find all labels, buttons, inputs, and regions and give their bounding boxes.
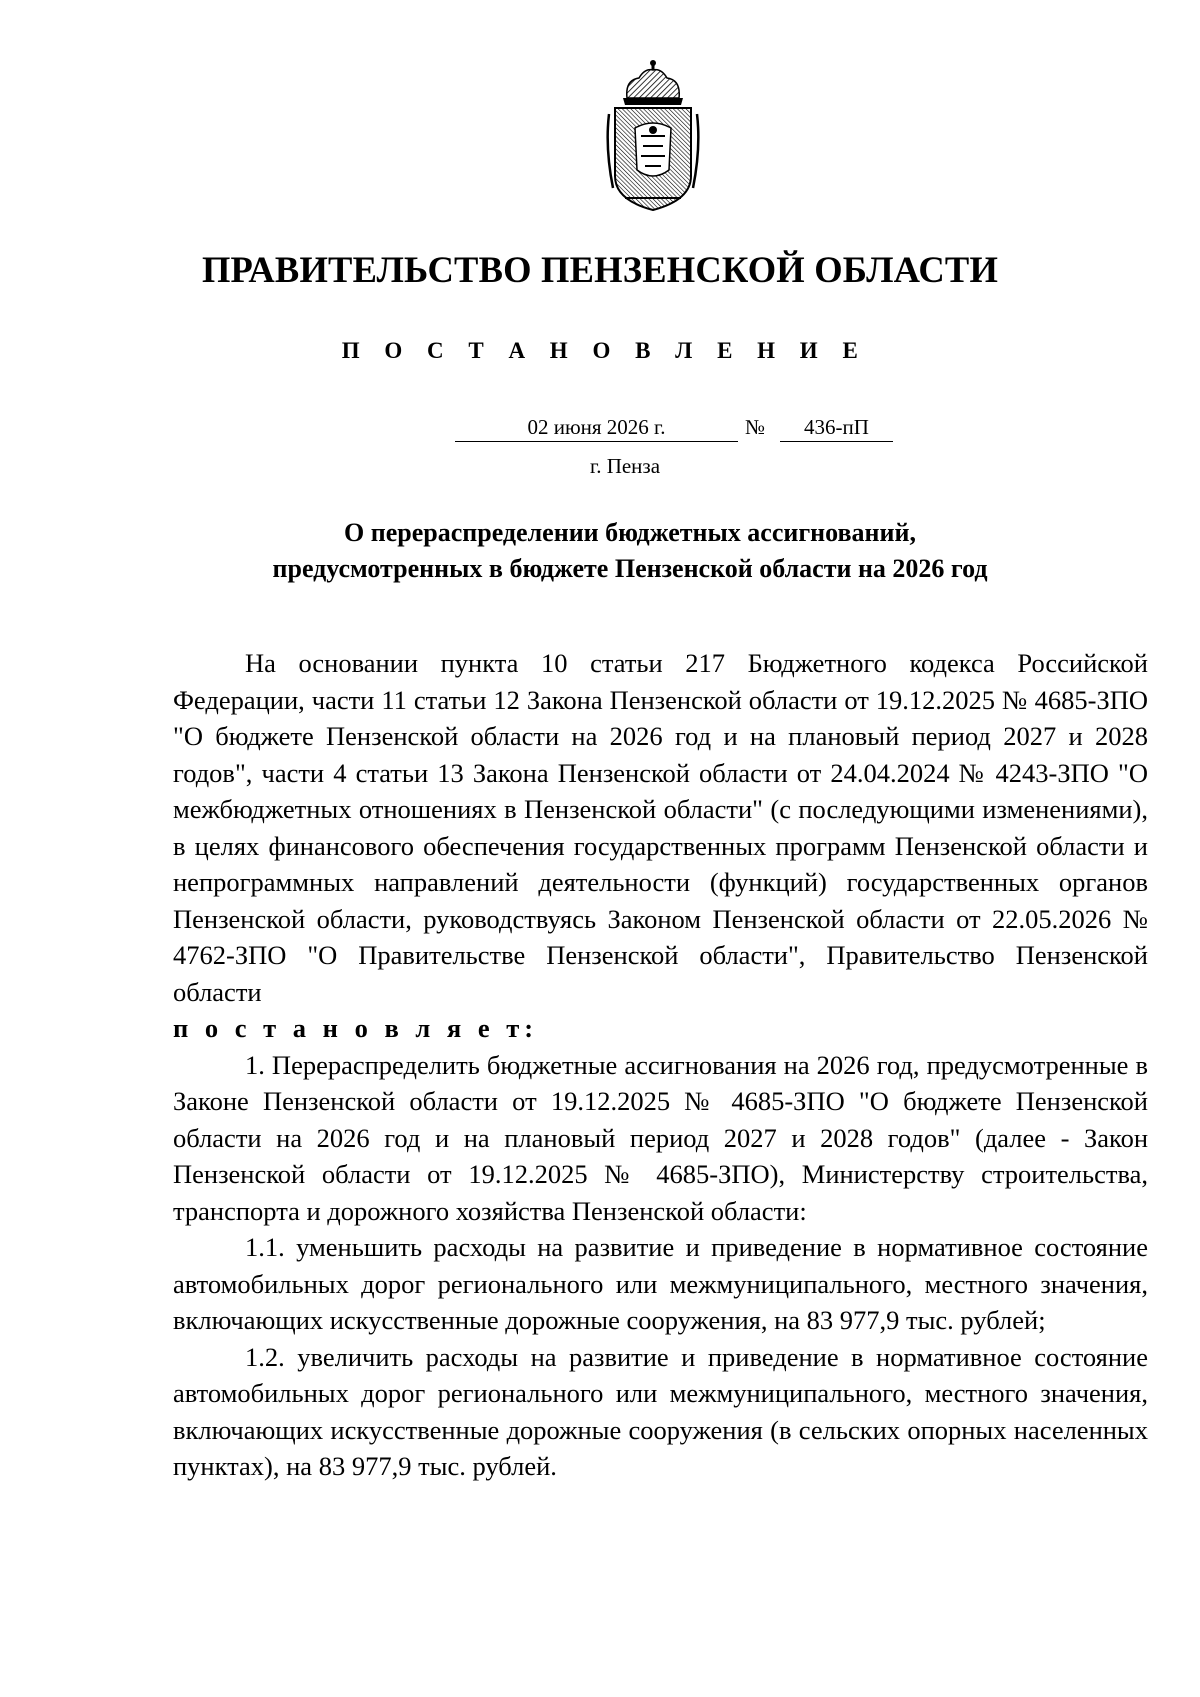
- decree-word-text: п о с т а н о в л я е т:: [173, 1013, 539, 1043]
- clause-1-1: 1.1. уменьшить расходы на развитие и приведение в нормативное состояние автомобильных дорог регионального или межмуниципального, местного значения, включающих искусственные дорожные сооружения, на 83 977,9 тыс. рублей;: [173, 1232, 1148, 1335]
- clause-1: 1. Перераспределить бюджетные ассигнования на 2026 год, предусмотренные в Законе Пензенской области от 19.12.2025 № 4685-ЗПО "О бюджете Пензенской области на 2026 год и на плановый период 2027 и 2028 годов" (далее - Закон Пензенской области от 19.12.2025 № 4685-ЗПО), Министерству строительства, транспорта и дорожного хозяйства Пензенской области:: [173, 1049, 1148, 1226]
- preamble-paragraph: На основании пункта 10 статьи 217 Бюджетного кодекса Российской Федерации, части 11 статьи 12 Закона Пензенской области от 19.12.2025 № 4685-ЗПО "О бюджете Пензенской области на 2026 год и на плановый период 2027 и 2028 годов", части 4 статьи 13 Закона Пензенской области от 24.04.2024 № 4243-ЗПО "О межбюджетных отношениях в Пензенской области" (с последующими изменениями), в целях финансового обеспечения государственных программ Пензенской области и непрограммных направлений деятельности (функций) государственных органов Пензенской области, руководствуясь Законом Пензенской области от 22.05.2026 № 4762-ЗПО "О Правительстве Пензенской области", Правительство Пензенской области: [173, 648, 1148, 1007]
- document-subject: [0, 515, 1200, 587]
- document-date: 02 июня 2026 г.: [455, 413, 738, 442]
- document-type: П О С Т А Н О В Л Е Н И Е: [341, 338, 868, 363]
- document-body: [173, 645, 1148, 1485]
- document-number: 436-пП: [780, 413, 893, 442]
- clause-1-2: 1.2. увеличить расходы на развитие и приведение в нормативное состояние автомобильных дорог регионального или межмуниципального, местного значения, включающих искусственные дорожные сооружения (в сельских опорных населенных пунктах), на 83 977,9 тыс. рублей.: [173, 1341, 1148, 1481]
- coat-of-arms-icon: [605, 58, 701, 214]
- subject-line-1: О перераспределении бюджетных ассигнований,: [344, 518, 916, 547]
- organization-title: ПРАВИТЕЛЬСТВО ПЕНЗЕНСКОЙ ОБЛАСТИ: [201, 249, 999, 290]
- number-sign: №: [745, 415, 766, 439]
- decree-word: [173, 1010, 1148, 1047]
- document-city: г. Пенза: [589, 454, 661, 478]
- subject-line-2: предусмотренных в бюджете Пензенской области на 2026 год: [272, 554, 988, 583]
